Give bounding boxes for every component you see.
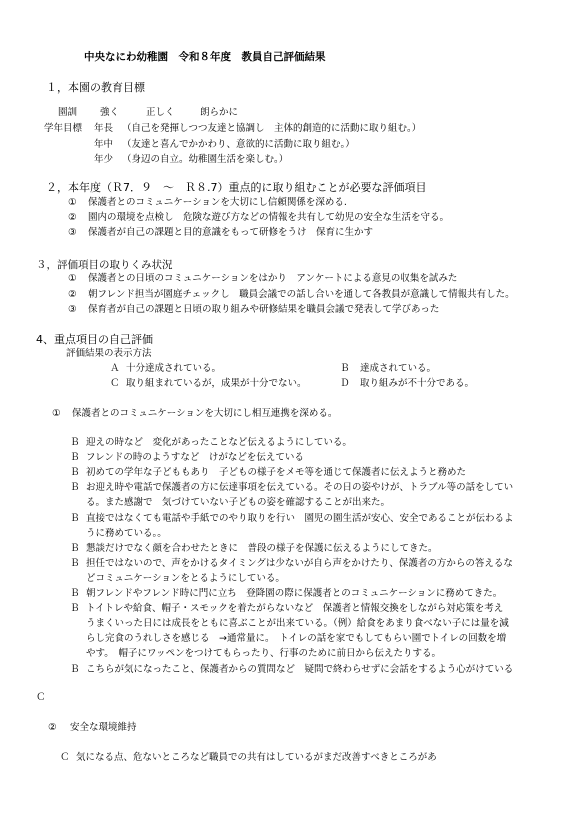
grade-name: 年中 xyxy=(94,139,114,150)
entry-text: 懇談だけでなく顔を合わせたときに 普段の様子を保護に伝えるようにしてきた。 xyxy=(86,543,438,554)
item-number: ① xyxy=(68,273,77,284)
document-title: 中央なにわ幼稚園 令和８年度 教員自己評価結果 xyxy=(84,51,326,63)
entry-text: お迎え時や電話で保護者の方に伝達事項を伝えている。その日の姿やけが、トラブル等の話をしてい xyxy=(86,482,514,493)
section4-heading: 4、重点項目の自己評価 xyxy=(36,333,153,346)
grade-goal: （友達と喜んでかかわり、意欲的に活動に取り組む。） xyxy=(122,139,355,150)
entry-grade: Ｂ xyxy=(70,482,80,493)
status-item: 保護者との日頃のコミュニケーションをはかり アンケートによる意見の収集を試みた xyxy=(88,273,458,284)
entry-text: 初めての学年な子どももあり 子どもの様子をメモ等を通じて保護者に伝えようと務めた xyxy=(86,467,467,478)
legend-text: 取り組まれているが，成果が十分でない。 xyxy=(126,378,307,389)
item-number: ① xyxy=(68,197,77,208)
entry-text: 直接ではなくても電話や手紙でのやり取りを行い 園児の園生活が安心、安全であることが伝わるよ xyxy=(86,513,514,524)
grade-name: 年少 xyxy=(94,154,114,165)
motto-item: 正しく xyxy=(146,107,175,118)
motto-label: 園訓 xyxy=(58,107,78,118)
entry-grade: Ｂ xyxy=(70,467,80,478)
item-number: ③ xyxy=(68,304,77,315)
legend-code: Ｄ xyxy=(340,378,350,389)
entry-text: る。また感謝で 気づけていない子どもの姿を確認することが出来た。 xyxy=(86,497,391,508)
item-number: ② xyxy=(68,289,77,300)
entry-text: フレンドの時のようすなど けがなどを伝えている xyxy=(86,452,304,463)
priority-item: 保護者とのコミュニケーションを大切にし信頼関係を深める. xyxy=(88,197,347,208)
legend-code: Ｃ xyxy=(110,378,120,389)
item-number: ③ xyxy=(68,227,77,238)
entry-text: らし完食のうれしさを感じる →通常量に。 トイレの話を家でもしてもらい園でトイレの回数を増 xyxy=(86,633,507,644)
entry-grade: Ｂ xyxy=(70,588,80,599)
legend-code: Ａ xyxy=(110,363,120,374)
entry-grade: Ｂ xyxy=(70,543,80,554)
item-number: ② xyxy=(68,212,77,223)
entry-text: 朝フレンドやフレンド時に門に立ち 登降園の際に保護者とのコミュニケーションに務めてきた。 xyxy=(86,588,503,599)
motto-item: 強く xyxy=(100,107,120,118)
priority-item: 園内の環境を点検し 危険な遊び方などの情報を共有して幼児の安全な生活を守る。 xyxy=(88,212,450,223)
legend-text: 十分達成されている。 xyxy=(126,363,222,374)
entry-grade: Ｂ xyxy=(70,437,80,448)
section3-heading: ３，評価項目の取りくみ状況 xyxy=(36,259,173,271)
legend-text: 取り組みが不十分である。 xyxy=(360,378,475,389)
grade-goal: （自己を発揮しつつ友達と協調し 主体的創造的に活動に取り組む。） xyxy=(122,123,422,134)
legend-code: Ｂ xyxy=(340,363,350,374)
item2-title: 安全な環境維持 xyxy=(70,722,137,733)
entry-grade: Ｂ xyxy=(70,664,80,675)
entry-text: うに務めている。。 xyxy=(86,528,167,539)
entry-text: どコミュニケーションをとるようにしている。 xyxy=(86,573,285,584)
entry-grade: Ｂ xyxy=(70,452,80,463)
entry-text: こちらが気になったこと、保護者からの質問など 疑問で終わらせずに会話をするよう心がけている xyxy=(86,664,514,675)
grade-label: 学年目標 xyxy=(44,123,83,134)
grade-name: 年長 xyxy=(94,123,114,134)
entry-text: トイトレや給食、帽子・スモックを着たがらないなど 保護者と情報交換をしながら対応策を考え xyxy=(86,603,504,614)
item1-title: 保護者とのコミュニケーションを大切にし相互連携を深める。 xyxy=(72,408,338,419)
entry-text: 迎えの時など 変化があったことなど伝えるようにしている。 xyxy=(86,437,352,448)
entry-grade: Ｂ xyxy=(70,558,80,569)
grade-goal: （身辺の自立。幼稚園生活を楽しむ。） xyxy=(122,154,289,165)
section2-heading: ２，本年度（Ｒ7．９ ～ Ｒ８.7）重点的に取り組むことが必要な評価項目 xyxy=(46,181,427,194)
entry-grade: Ｃ xyxy=(60,752,70,763)
legend-title: 評価結果の表示方法 xyxy=(66,348,152,359)
entry-grade: Ｂ xyxy=(70,513,80,524)
priority-item: 保護者が自己の課題と目的意識をもって研修をうけ 保育に生かす xyxy=(88,227,374,238)
item-number: ② xyxy=(48,722,57,733)
status-item: 保育者が自己の課題と日頃の取り組みや研修結果を職員会議で発表して学びあった xyxy=(88,304,440,315)
item1-overall-grade: Ｃ xyxy=(36,692,46,703)
section1-heading: １，本園の教育目標 xyxy=(46,81,145,94)
motto-item: 朗らかに xyxy=(200,107,239,118)
entry-grade: Ｂ xyxy=(70,603,80,614)
entry-text: やす。 帽子にワッペンをつけてもらったり、行事のために前日から伝えたりする。 xyxy=(86,648,442,659)
legend-text: 達成されている。 xyxy=(360,363,437,374)
entry-text: 担任ではないので、声をかけるタイミングは少ないが自ら声をかけたり、保護者の方からの答えるな xyxy=(86,558,513,569)
status-item: 朝フレンド担当が園庭チェックし 職員会議での話し合いを通して各教員が意識して情報共有した。 xyxy=(88,289,515,300)
item-number: ① xyxy=(52,408,61,419)
entry-text: 気になる点、危ないところなど職員での共有はしているがまだ改善すべきところがあ xyxy=(76,752,437,763)
entry-text: うまくいった日には成長をともに喜ぶことが出来ている。（例）給食をあまり食べない子には量を減 xyxy=(86,618,509,629)
